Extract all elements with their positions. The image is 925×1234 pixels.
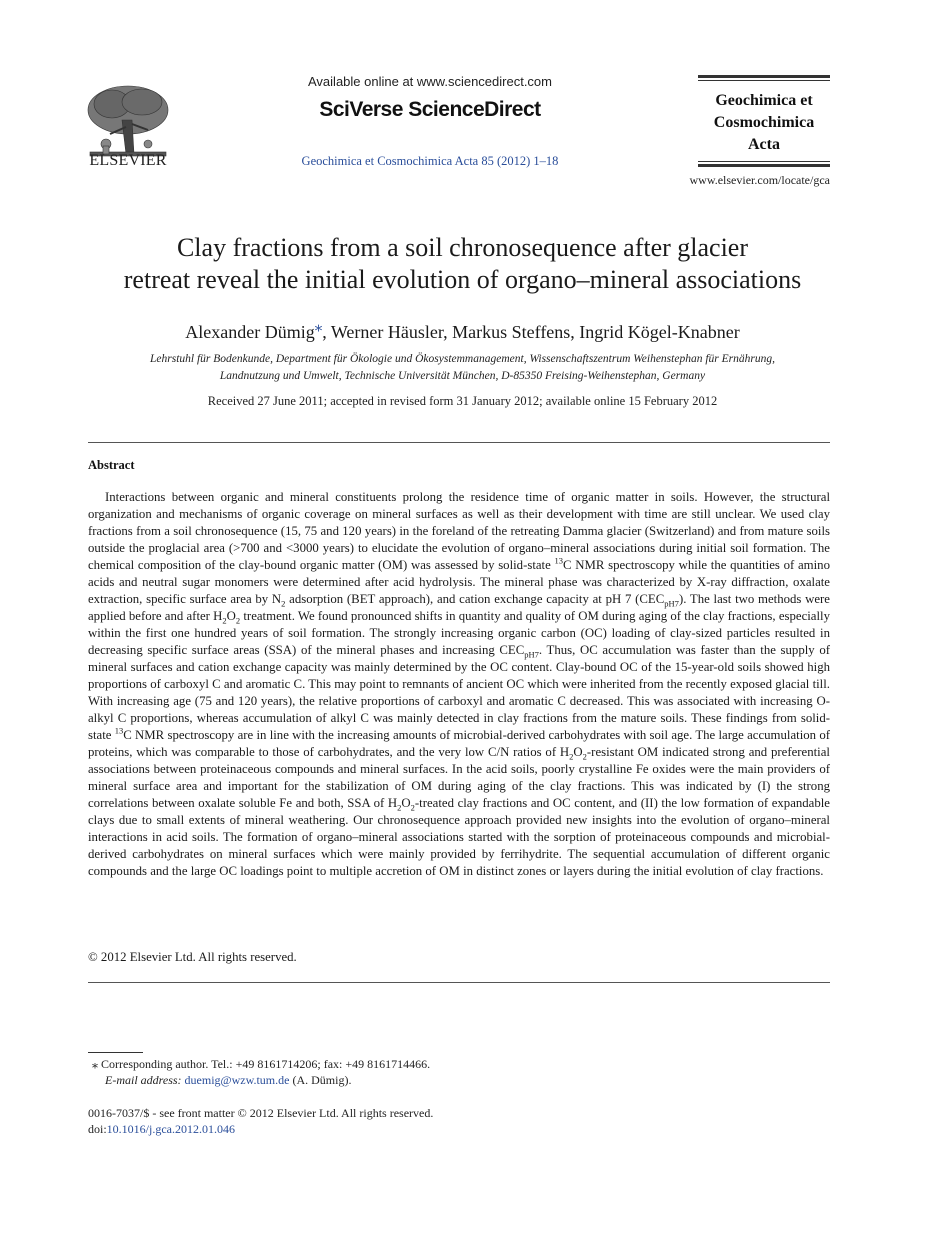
available-online-text: Available online at www.sciencedirect.com — [308, 74, 552, 89]
doi-line: doi:10.1016/j.gca.2012.01.046 — [88, 1122, 235, 1136]
journal-url: www.elsevier.com/locate/gca — [689, 173, 830, 187]
title-line: retreat reveal the initial evolution of organo–mineral associations — [123, 265, 802, 294]
journal-box-top-rule — [698, 75, 830, 78]
affiliation-line: Landnutzung und Umwelt, Technische Universität München, D-85350 Freising-Weihenstephan, Germany — [219, 370, 706, 382]
publisher-wordmark: ELSEVIER — [89, 152, 167, 169]
abstract-body — [88, 489, 830, 880]
issn-line: 0016-7037/$ - see front matter © 2012 Elsevier Ltd. All rights reserved. — [88, 1106, 434, 1120]
journal-name-line: Acta — [748, 136, 780, 153]
author-list — [60, 317, 865, 343]
title-line: Clay fractions from a soil chronosequence after glacier — [176, 233, 749, 262]
email-footnote: E-mail address: duemig@wzw.tum.de (A. Dümig). — [105, 1073, 352, 1087]
received-dates: Received 27 June 2011; accepted in revised form 31 January 2012; available online 15 February 2012 — [207, 394, 718, 408]
doi-link[interactable]: 10.1016/j.gca.2012.01.046 — [106, 1122, 235, 1136]
journal-name — [698, 90, 830, 156]
section-divider — [88, 442, 830, 443]
affiliation — [90, 351, 835, 385]
journal-citation-link[interactable]: Geochimica et Cosmochimica Acta 85 (2012) 1–18 — [301, 154, 559, 168]
journal-name-line: Geochimica et — [715, 92, 813, 109]
journal-box-bottom-rule-thin — [698, 161, 830, 162]
abstract-paragraph: Interactions between organic and mineral constituents prolong the residence time of organic matter in soils. However, the structural organization and mechanisms of organic coverage on mineral surfaces as well as their development with time are still unclear. We used clay fractions from a soil chronosequence (15, 75 and 120 years) in the foreland of the retreating Damma glacier (Switzerland) and from mature soils outside the proglacial area (>700 and <3000 years) to elucidate the evolution of organo–mineral associations during initial soil formation. The chemical composition of the clay-bound organic matter (OM) was assessed by solid-state $^{13}$C NMR spectroscopy while the quantities of amino acids and neutral sugar monomers were determined after acid hydrolysis. The mineral phase was characterized by X-ray diffraction, oxalate extraction, specific surface area by $N_2$ adsorption (BET approach), and cation exchange capacity at pH 7 $(CEC_{pH7})$. The last two methods were applied before and after $H_2O_2$ treatment. We found pronounced shifts in quantity and quality of OM during aging of the clay fractions, especially within the first one hundred years of soil formation. The strongly increasing organic carbon (OC) loading of clay-sized particles resulted in decreasing specific surface areas (SSA) of the mineral phases and increasing $CEC_{pH7}$. Thus, OC accumulation was faster than the supply of mineral surfaces and cation exchange capacity was mainly determined by the OC content. Clay-bound OC of the 15-year-old soils showed high proportions of carboxyl C and aromatic C. This may point to remnants of ancient OC which were inherited from the recently exposed glacial till. With increasing age (75 and 120 years), the relative proportions of carboxyl and aromatic C decreased. This was associated with increasing O-alkyl C proportions, whereas accumulation of alkyl C was mainly detected in clay fractions from the mature soils. These findings from solid-state $^{13}$C NMR spectroscopy are in line with the increasing amounts of microbial-derived carbohydrates with soil age. The large accumulation of proteins, which was comparable to those of carbohydrates, and the very low C/N ratios of $H_2O_2$-resistant OM indicated strong and preferential associations between proteinaceous compounds and mineral surfaces. In the acid soils, poorly crystalline Fe oxides were the main providers of mineral surface area and important for the stabilization of OM during aging of the clay fractions. This was indicated by (I) the strong correlations between oxalate soluble Fe and both, SSA of $H_2O_2$-treated clay fractions and OC content, and (II) the low formation of expandable clays due to small extents of mineral weathering. Our chronosequence approach provided new insights into the evolution of organo–mineral interactions in acid soils. The formation of organo–mineral associations started with the sorption of proteinaceous compounds and microbial-derived carbohydrates on mineral surfaces which were mainly provided by ferrihydrite. The sequential accumulation of different organic compounds and the large OC loadings point to multiple accretion of OM in distinct zones or layers during the initial evolution of clay fractions. — [88, 490, 830, 878]
corresponding-author-footnote: ⁎ Corresponding author. Tel.: +49 8161714206; fax: +49 8161714466. — [92, 1057, 431, 1071]
corresponding-author-marker[interactable]: ⁎ — [314, 319, 323, 335]
email-link[interactable]: duemig@wzw.tum.de — [184, 1073, 290, 1087]
email-label: E-mail address: — [105, 1073, 182, 1087]
journal-name-line: Cosmochimica — [713, 114, 815, 131]
affiliation-line: Lehrstuhl für Bodenkunde, Department für Ökologie und Ökosystemmanagement, Wissenschaftszentrum Weihenstephan für Ernährung, — [150, 353, 775, 365]
author-name: Alexander Dümig — [185, 322, 315, 342]
section-divider — [88, 982, 830, 983]
footnote-rule — [88, 1052, 143, 1053]
journal-box-top-rule-thin — [698, 80, 830, 81]
article-title — [60, 232, 865, 296]
abstract-heading: Abstract — [88, 458, 135, 472]
footnote-marker: ⁎ — [92, 1057, 98, 1071]
copyright-notice: © 2012 Elsevier Ltd. All rights reserved. — [88, 950, 297, 964]
journal-box-bottom-rule — [698, 164, 830, 167]
platform-logo-text: SciVerse ScienceDirect — [319, 98, 541, 121]
author-names-rest: , Werner Häusler, Markus Steffens, Ingrid Kögel-Knabner — [322, 322, 740, 342]
